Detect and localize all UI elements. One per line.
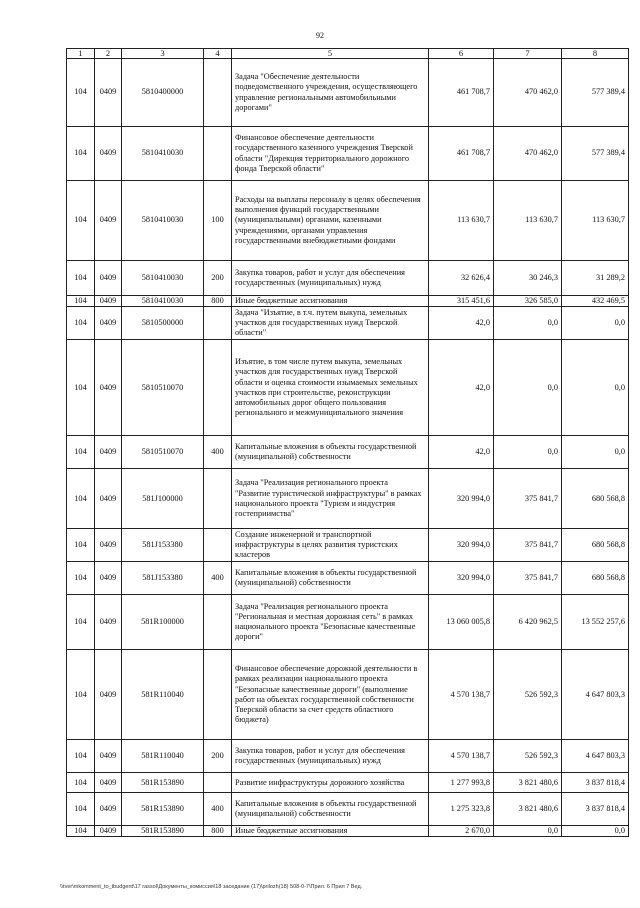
row-description: Развитие инфраструктуры дорожного хозяйства	[232, 773, 429, 793]
table-row	[67, 469, 629, 529]
row-amount-col6: 1 277 993,8	[429, 773, 494, 793]
row-amount-col7: 526 592,3	[494, 650, 562, 740]
row-amount-col8: 13 552 257,6	[562, 595, 629, 650]
row-target-article: 5810410030	[122, 261, 204, 296]
row-description: Изъятие, в том числе путем выкупа, земельных участков для государственных нужд Тверской области и оценка стоимости изымаемых земельных участков при строительстве, реконструкции автомобильных дорог общего пользования регионального и межмуниципального значения	[232, 340, 429, 436]
row-subsection-code: 0409	[95, 59, 122, 127]
table-row	[67, 595, 629, 650]
footer-file-path: \\tver\mkomment_to_tbudgent\17 rassol\Документы_комиссия\18 заседание (17)\prilozh(18) 508-0-7\Прил. 6 Прил 7 Вед.	[60, 884, 363, 890]
row-amount-col7: 470 462,0	[494, 127, 562, 181]
row-amount-col8: 0,0	[562, 340, 629, 436]
table-row	[67, 826, 629, 837]
table-row	[67, 529, 629, 562]
row-amount-col6: 32 626,4	[429, 261, 494, 296]
row-amount-col8: 3 837 818,4	[562, 773, 629, 793]
table-row	[67, 436, 629, 469]
row-amount-col7: 375 841,7	[494, 469, 562, 529]
row-amount-col6: 42,0	[429, 307, 494, 340]
row-section-code: 104	[67, 650, 95, 740]
row-subsection-code: 0409	[95, 436, 122, 469]
row-amount-col6: 1 275 323,8	[429, 793, 494, 826]
row-amount-col6: 320 994,0	[429, 562, 494, 595]
row-target-article: 581R100000	[122, 595, 204, 650]
row-expense-type	[204, 773, 232, 793]
budget-table	[66, 48, 629, 837]
table-row	[67, 59, 629, 127]
row-amount-col8: 680 568,8	[562, 469, 629, 529]
row-section-code: 104	[67, 436, 95, 469]
row-amount-col7: 113 630,7	[494, 181, 562, 261]
row-section-code: 104	[67, 773, 95, 793]
row-section-code: 104	[67, 595, 95, 650]
row-expense-type: 400	[204, 562, 232, 595]
row-amount-col7: 3 821 480,6	[494, 773, 562, 793]
row-target-article: 581J153380	[122, 562, 204, 595]
table-row	[67, 296, 629, 307]
row-expense-type: 800	[204, 826, 232, 837]
row-subsection-code: 0409	[95, 650, 122, 740]
column-number-row	[67, 49, 629, 59]
row-description: Иные бюджетные ассигнования	[232, 826, 429, 837]
row-description: Финансовое обеспечение дорожной деятельности в рамках реализации национального проекта "Безопасные качественные дороги" (выполнение работ на объектах государственной собственности Тверской области за счет средств областного бюджета)	[232, 650, 429, 740]
row-amount-col7: 375 841,7	[494, 562, 562, 595]
table-body	[67, 59, 629, 837]
row-target-article: 581R153890	[122, 826, 204, 837]
table-row	[67, 261, 629, 296]
row-description: Расходы на выплаты персоналу в целях обеспечения выполнения функций государственными (муниципальными) органами, казенными учреждениями, органами управления государственными внебюджетными фондами	[232, 181, 429, 261]
row-target-article: 5810500000	[122, 307, 204, 340]
row-expense-type	[204, 340, 232, 436]
row-amount-col8: 680 568,8	[562, 562, 629, 595]
row-amount-col7: 0,0	[494, 826, 562, 837]
row-amount-col8: 113 630,7	[562, 181, 629, 261]
row-subsection-code: 0409	[95, 261, 122, 296]
row-amount-col6: 42,0	[429, 340, 494, 436]
table-row	[67, 773, 629, 793]
row-expense-type: 400	[204, 793, 232, 826]
table-row	[67, 562, 629, 595]
row-amount-col7: 375 841,7	[494, 529, 562, 562]
table-row	[67, 793, 629, 826]
row-description: Капитальные вложения в объекты государственной (муниципальной) собственности	[232, 436, 429, 469]
row-target-article: 581J100000	[122, 469, 204, 529]
row-expense-type	[204, 469, 232, 529]
row-amount-col6: 320 994,0	[429, 469, 494, 529]
row-expense-type	[204, 595, 232, 650]
row-subsection-code: 0409	[95, 296, 122, 307]
row-amount-col8: 0,0	[562, 826, 629, 837]
row-section-code: 104	[67, 127, 95, 181]
row-section-code: 104	[67, 793, 95, 826]
row-subsection-code: 0409	[95, 740, 122, 773]
row-section-code: 104	[67, 826, 95, 837]
row-section-code: 104	[67, 529, 95, 562]
row-amount-col8: 3 837 818,4	[562, 793, 629, 826]
row-expense-type: 400	[204, 436, 232, 469]
row-amount-col6: 2 670,0	[429, 826, 494, 837]
row-subsection-code: 0409	[95, 307, 122, 340]
row-amount-col6: 315 451,6	[429, 296, 494, 307]
row-amount-col7: 0,0	[494, 436, 562, 469]
row-subsection-code: 0409	[95, 340, 122, 436]
row-amount-col6: 461 708,7	[429, 127, 494, 181]
row-expense-type	[204, 59, 232, 127]
row-expense-type: 100	[204, 181, 232, 261]
column-header: 3	[122, 49, 204, 59]
row-section-code: 104	[67, 181, 95, 261]
row-expense-type: 200	[204, 740, 232, 773]
row-section-code: 104	[67, 469, 95, 529]
row-amount-col7: 30 246,3	[494, 261, 562, 296]
row-section-code: 104	[67, 307, 95, 340]
row-amount-col6: 320 994,0	[429, 529, 494, 562]
row-subsection-code: 0409	[95, 773, 122, 793]
row-description: Капитальные вложения в объекты государственной (муниципальной) собственности	[232, 793, 429, 826]
row-amount-col8: 680 568,8	[562, 529, 629, 562]
row-description: Задача "Реализация регионального проекта "Развитие туристической инфраструктуры" в рамках национального проекта "Туризм и индустрия гостеприимства"	[232, 469, 429, 529]
column-header: 4	[204, 49, 232, 59]
row-amount-col7: 0,0	[494, 340, 562, 436]
column-header: 7	[494, 49, 562, 59]
row-expense-type	[204, 529, 232, 562]
row-section-code: 104	[67, 340, 95, 436]
row-description: Закупка товаров, работ и услуг для обеспечения государственных (муниципальных) нужд	[232, 261, 429, 296]
row-amount-col7: 470 462,0	[494, 59, 562, 127]
row-subsection-code: 0409	[95, 562, 122, 595]
row-subsection-code: 0409	[95, 793, 122, 826]
column-header: 2	[95, 49, 122, 59]
row-target-article: 5810510070	[122, 436, 204, 469]
row-amount-col7: 526 592,3	[494, 740, 562, 773]
row-amount-col6: 113 630,7	[429, 181, 494, 261]
row-amount-col8: 0,0	[562, 307, 629, 340]
row-description: Создание инженерной и транспортной инфраструктуры в целях развития туристских кластеров	[232, 529, 429, 562]
row-description: Финансовое обеспечение деятельности государственного казенного учреждения Тверской области "Дирекция территориального дорожного фонда Тверской области"	[232, 127, 429, 181]
row-target-article: 5810510070	[122, 340, 204, 436]
row-subsection-code: 0409	[95, 826, 122, 837]
table-row	[67, 127, 629, 181]
column-header: 5	[232, 49, 429, 59]
row-amount-col7: 6 420 962,5	[494, 595, 562, 650]
column-header: 6	[429, 49, 494, 59]
row-amount-col6: 4 570 138,7	[429, 650, 494, 740]
row-amount-col7: 326 585,0	[494, 296, 562, 307]
row-target-article: 581R153890	[122, 793, 204, 826]
table-row	[67, 340, 629, 436]
row-description: Задача "Реализация регионального проекта "Региональная и местная дорожная сеть" в рамках национального проекта "Безопасные качественные дороги"	[232, 595, 429, 650]
row-target-article: 581R110040	[122, 740, 204, 773]
row-expense-type: 200	[204, 261, 232, 296]
row-amount-col8: 577 389,4	[562, 127, 629, 181]
row-expense-type	[204, 127, 232, 181]
row-target-article: 581R110040	[122, 650, 204, 740]
column-header: 1	[67, 49, 95, 59]
row-amount-col8: 4 647 803,3	[562, 650, 629, 740]
row-description: Задача "Изъятие, в т.ч. путем выкупа, земельных участков для государственных нужд Тверской области"	[232, 307, 429, 340]
row-amount-col8: 0,0	[562, 436, 629, 469]
row-description: Закупка товаров, работ и услуг для обеспечения государственных (муниципальных) нужд	[232, 740, 429, 773]
row-amount-col6: 42,0	[429, 436, 494, 469]
row-subsection-code: 0409	[95, 595, 122, 650]
row-section-code: 104	[67, 59, 95, 127]
row-expense-type	[204, 307, 232, 340]
row-expense-type: 800	[204, 296, 232, 307]
row-description: Капитальные вложения в объекты государственной (муниципальной) собственности	[232, 562, 429, 595]
row-amount-col6: 461 708,7	[429, 59, 494, 127]
row-section-code: 104	[67, 740, 95, 773]
row-target-article: 5810410030	[122, 296, 204, 307]
row-expense-type	[204, 650, 232, 740]
column-header: 8	[562, 49, 629, 59]
row-target-article: 5810410030	[122, 181, 204, 261]
row-subsection-code: 0409	[95, 469, 122, 529]
row-description: Задача "Обеспечение деятельности подведомственного учреждения, осуществляющего управление региональными автомобильными дорогами"	[232, 59, 429, 127]
row-section-code: 104	[67, 562, 95, 595]
row-amount-col8: 577 389,4	[562, 59, 629, 127]
row-description: Иные бюджетные ассигнования	[232, 296, 429, 307]
row-amount-col8: 31 289,2	[562, 261, 629, 296]
row-amount-col8: 432 469,5	[562, 296, 629, 307]
row-section-code: 104	[67, 261, 95, 296]
row-amount-col7: 0,0	[494, 307, 562, 340]
row-section-code: 104	[67, 296, 95, 307]
table-row	[67, 650, 629, 740]
row-subsection-code: 0409	[95, 127, 122, 181]
table-row	[67, 307, 629, 340]
row-target-article: 5810400000	[122, 59, 204, 127]
row-amount-col7: 3 821 480,6	[494, 793, 562, 826]
page-number: 92	[316, 31, 324, 40]
table-row	[67, 181, 629, 261]
row-target-article: 581R153890	[122, 773, 204, 793]
row-target-article: 581J153380	[122, 529, 204, 562]
row-amount-col6: 4 570 138,7	[429, 740, 494, 773]
row-target-article: 5810410030	[122, 127, 204, 181]
row-subsection-code: 0409	[95, 181, 122, 261]
row-subsection-code: 0409	[95, 529, 122, 562]
row-amount-col6: 13 060 005,8	[429, 595, 494, 650]
row-amount-col8: 4 647 803,3	[562, 740, 629, 773]
table-row	[67, 740, 629, 773]
